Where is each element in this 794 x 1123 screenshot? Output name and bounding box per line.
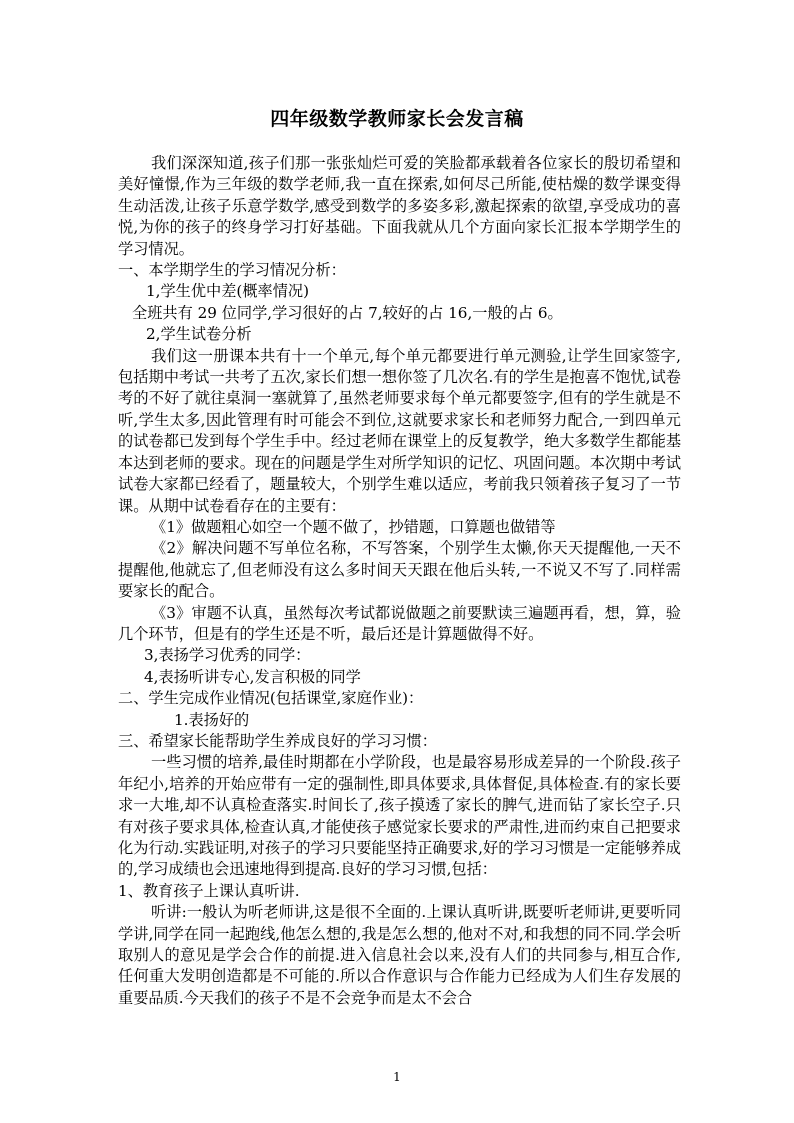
paragraph-intro: 我们深深知道,孩子们那一张张灿烂可爱的笑脸都承载着各位家长的殷切希望和美好憧憬,作为三年级的数学老师,我一直在探索,如何尽己所能,使枯燥的数学课变得生动活泼,让孩子乐意学数学,感受到数学的多姿多彩,激起探索的欲望,享受成功的喜悦,为你的孩子的终身学习打好基础。下面我就从几个方面向家长汇报本学期学生的学习情况。 — [118, 154, 681, 258]
list-item-problem-3: 《3》审题不认真，虽然每次考试都说做题之前要默读三遍题再看，想，算，验几个环节，但是有的学生还是不听，最后还是计算题做得不好。 — [118, 603, 681, 643]
subheading-1-2: 2,学生试卷分析 — [146, 325, 252, 344]
subheading-1-4: 4,表扬听讲专心,发言积极的同学 — [144, 667, 361, 686]
paragraph-habits: 一些习惯的培养,最佳时期都在小学阶段，也是最容易形成差异的一个阶段.孩子年纪小,培养的开始应带有一定的强制性,即具体要求,具体督促,具体检查.有的家长要求一大堆,却不认真检查落实.时间长了,孩子摸透了家长的脾气,进而钻了家长空子.只有对孩子要求具体,检查认真,才能使孩子感觉家长要求的严肃性,进而约束自己把要求化为行动.实践证明,对孩子的学习只要能坚持正确要求,好的学习习惯是一定能够养成的,学习成绩也会迅速地得到提高.良好的学习习惯,包括： — [118, 753, 681, 879]
paragraph-class-stats: 全班共有 29 位同学,学习很好的占 7,较好的占 16,一般的占 6。 — [132, 303, 563, 322]
document-title: 四年级数学教师家长会发言稿 — [270, 108, 524, 130]
subheading-2-1: 1.表扬好的 — [174, 710, 250, 729]
page-number: 1 — [393, 1070, 401, 1084]
paragraph-exam-analysis: 我们这一册课本共有十一个单元,每个单元都要进行单元测验,让学生回家签字,包括期中考试一共考了五次,家长们想一想你签了几次名.有的学生是抱喜不饱忧,试卷考的不好了就往桌洞一塞就算了,虽然老师要求每个单元都要签字,但有的学生就是不听,学生太多,因此管理有时可能会不到位,这就要求家长和老师努力配合,一到四单元的试卷都已发到每个学生手中。经过老师在课堂上的反复教学，绝大多数学生都能基本达到老师的要求。现在的问题是学生对所学知识的记忆、巩固问题。本次期中考试试卷大家都已经看了，题量较大，个别学生难以适应，考前我只领着孩子复习了一节课。从期中试卷看存在的主要有： — [118, 346, 681, 515]
paragraph-listening: 听讲:一般认为听老师讲,这是很不全面的.上课认真听讲,既要听老师讲,更要听同学讲,同学在同一起跑线,他怎么想的,我是怎么想的,他对不对,和我想的同不同.学会听取别人的意见是学会合作的前提.进入信息社会以来,没有人们的共同参与,相互合作,任何重大发明创造都是不可能的.所以合作意识与合作能力已经成为人们生存发展的重要品质.今天我们的孩子不是不会竞争而是太不会合 — [118, 903, 681, 1007]
subheading-1-1: 1,学生优中差(概率情况) — [146, 282, 310, 301]
subheading-1-3: 3,表扬学习优秀的同学： — [144, 646, 311, 665]
subheading-3-1: 1、教育孩子上课认真听讲. — [118, 881, 300, 900]
list-item-problem-1: 《1》做题粗心如空一个题不做了，抄错题，口算题也做错等 — [151, 517, 556, 536]
list-item-problem-2: 《2》解决问题不写单位名称，不写答案，个别学生太懒,你天天提醒他,一天不提醒他,他就忘了,但老师没有这么多时间天天跟在他后头转,一不说又不写了.同样需要家长的配合。 — [118, 539, 681, 601]
section-heading-1: 一、本学期学生的学习情况分析： — [118, 261, 346, 280]
section-heading-2: 二、学生完成作业情况(包括课堂,家庭作业)： — [118, 689, 424, 708]
section-heading-3: 三、希望家长能帮助学生养成良好的学习习惯： — [118, 731, 437, 750]
document-body — [118, 153, 681, 1009]
